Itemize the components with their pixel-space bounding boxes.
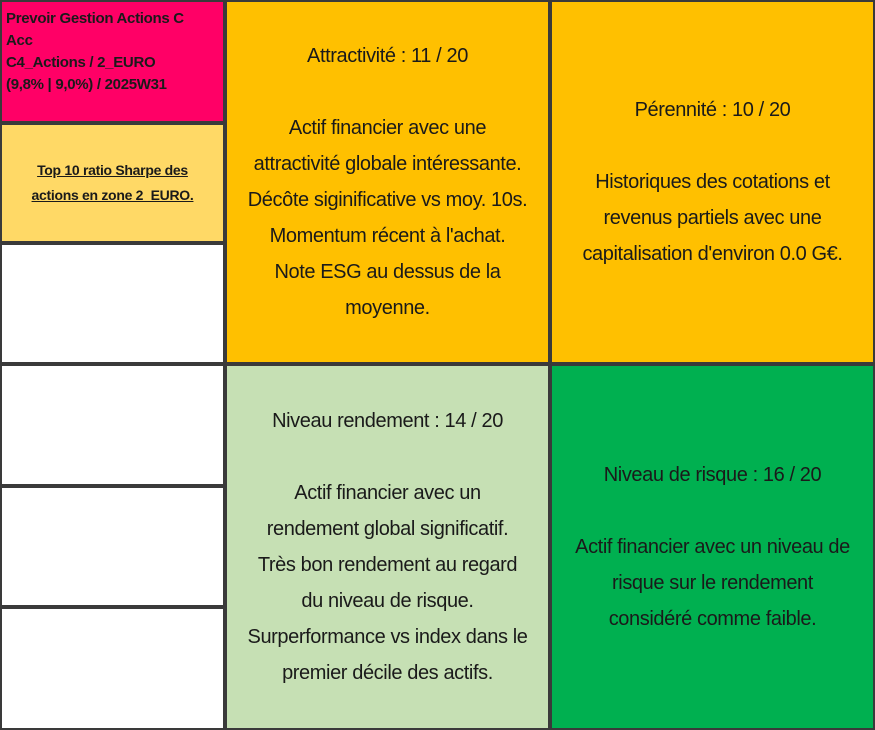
perennite-cell [550, 0, 875, 364]
rendement-line: du niveau de risque. [301, 590, 474, 612]
attractivite-score: Attractivité : 11 / 20 [307, 45, 468, 67]
top10-sharpe-cell [0, 123, 225, 243]
risque-description [575, 529, 850, 637]
fund-title-cell [0, 0, 225, 123]
attractivite-description [248, 110, 527, 326]
top10-sharpe-line-1: Top 10 ratio Sharpe des [37, 162, 188, 178]
rendement-score: Niveau rendement : 14 / 20 [272, 410, 503, 432]
empty-cell-1 [0, 243, 225, 364]
fund-performance-line: (9,8% | 9,0%) / 2025W31 [6, 76, 167, 93]
top10-sharpe-line-2: actions en zone 2_EURO. [31, 187, 194, 203]
attractivite-line: Décôte siginificative vs moy. 10s. [247, 189, 528, 211]
risque-score: Niveau de risque : 16 / 20 [603, 464, 822, 486]
fund-name-line-2: Acc [6, 32, 33, 49]
rendement-line: Très bon rendement au regard [257, 554, 518, 576]
attractivite-line: attractivité globale intéressante. [253, 153, 522, 175]
empty-cell-4 [0, 607, 225, 730]
perennite-score: Pérennité : 10 / 20 [634, 99, 791, 121]
attractivite-line: Actif financier avec une [288, 117, 487, 139]
rendement-cell [225, 364, 550, 730]
risque-line: Actif financier avec un niveau de [575, 536, 850, 558]
rendement-line: Surperformance vs index dans le [247, 626, 528, 648]
risque-line: considéré comme faible. [608, 608, 817, 630]
risque-cell [550, 364, 875, 730]
attractivite-cell [225, 0, 550, 364]
perennite-line: capitalisation d'environ 0.0 G€. [582, 243, 843, 265]
rendement-line: rendement global significatif. [266, 518, 509, 540]
rendement-line: Actif financier avec un [294, 482, 481, 504]
rendement-line: premier décile des actifs. [282, 662, 493, 684]
perennite-line: revenus partiels avec une [603, 207, 822, 229]
top10-sharpe-label [32, 158, 194, 208]
rendement-description [248, 475, 528, 691]
perennite-description [582, 164, 842, 272]
empty-cell-3 [0, 486, 225, 607]
attractivite-line: Momentum récent à l'achat. [269, 225, 506, 247]
attractivite-line: Note ESG au dessus de la [274, 261, 501, 283]
fund-name-line-1: Prevoir Gestion Actions C [6, 10, 184, 27]
fund-category-line: C4_Actions / 2_EURO [6, 54, 156, 71]
risque-line: risque sur le rendement [612, 572, 813, 594]
attractivite-line: moyenne. [345, 297, 430, 319]
empty-cell-2 [0, 364, 225, 486]
perennite-line: Historiques des cotations et [595, 171, 830, 193]
